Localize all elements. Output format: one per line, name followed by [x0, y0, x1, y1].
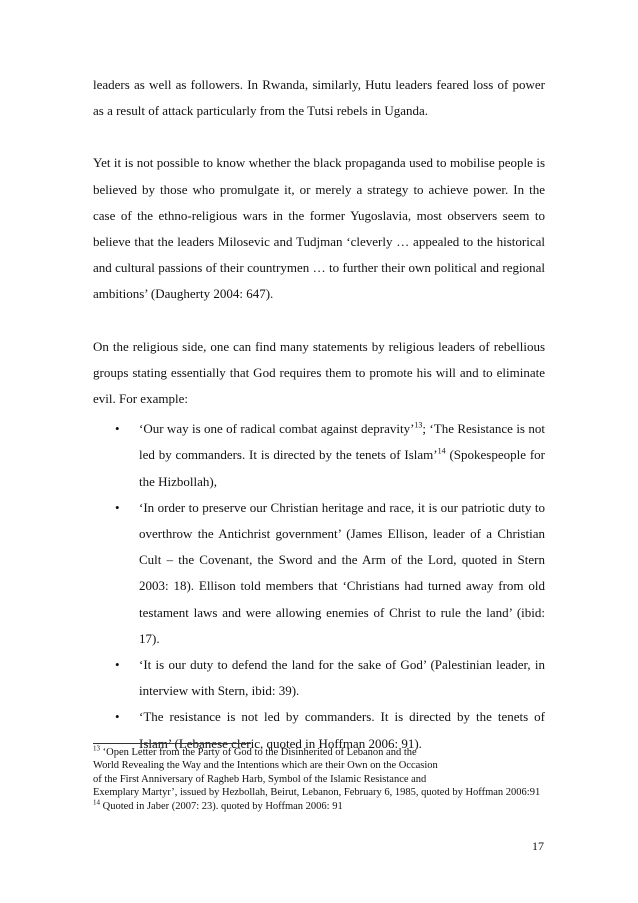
- body-text: [93, 72, 545, 757]
- list-item: [93, 416, 545, 495]
- paragraph-1: leaders as well as followers. In Rwanda, similarly, Hutu leaders feared loss of power as a result of attack particularly from the Tutsi rebels in Uganda.: [93, 77, 545, 119]
- footnote-13-line-3: of the First Anniversary of Ragheb Harb, Symbol of the Islamic Resistance and: [93, 773, 427, 785]
- quote-text: ‘In order to preserve our Christian heritage and race, it is our patriotic duty to overthrow the Antichrist government’ (James Ellison, leader of a Christian Cult – the Covenant, the Sword and the Arm of the Lord, quoted in Stern 2003: 18). Ellison told members that ‘Christians had turned away from old testament laws and were allowing enemies of Christ to rule the land’ (ibid: 17).: [139, 499, 545, 646]
- footnote-text: ‘Open Letter from the Party of God to the Disinherited of Lebanon and the: [100, 747, 417, 758]
- quote-text: ‘Our way is one of radical combat against depravity’: [139, 421, 415, 437]
- bullet-icon: •: [115, 657, 120, 673]
- paragraph-3: On the religious side, one can find many statements by religious leaders of rebellious groups stating essentially that God requires them to promote his will and to eliminate evil. For example:: [93, 338, 545, 407]
- list-item: [93, 652, 545, 704]
- footnote-13-line-4: Exemplary Martyr’, issued by Hezbollah, Beirut, Lebanon, February 6, 1985, quoted by Hoffman 2006:91: [93, 787, 541, 799]
- footnote-ref-14[interactable]: 14: [437, 447, 446, 457]
- footnote-ref-13[interactable]: 13: [414, 420, 423, 430]
- paragraph-2: Yet it is not possible to know whether the black propaganda used to mobilise people is believed by those who promulgate it, or merely a strategy to achieve power. In the case of the ethno-religious wars in the former Yugoslavia, most observers seem to believe that the leaders Milosevic and Tudjman ‘cleverly … appealed to the historical and cultural passions of their countrymen … to further their own political and regional ambitions’ (Daugherty 2004: 647).: [93, 155, 545, 302]
- page-number: 17: [532, 839, 544, 853]
- footnote-13: [93, 746, 545, 759]
- quote-text: ‘The resistance is not led by commanders. It is directed by the tenets of Islam’ (Lebanese cleric, quoted in Hoffman 2006: 91).: [139, 709, 545, 751]
- quote-text: ‘It is our duty to defend the land for the sake of God’ (Palestinian leader, in interview with Stern, ibid: 39).: [139, 657, 545, 699]
- quote-text: ; ‘The Resistance is not led by commanders. It is directed by the tenets of Islam’: [139, 421, 545, 463]
- quote-list: [93, 416, 545, 757]
- footnotes: [93, 746, 545, 813]
- bullet-icon: •: [115, 421, 120, 437]
- footnote-divider: [93, 743, 251, 744]
- footnote-number: 13: [93, 744, 100, 753]
- footnote-text: Quoted in Jaber (2007: 23). quoted by Hoffman 2006: 91: [100, 800, 343, 812]
- bullet-icon: •: [115, 499, 120, 515]
- footnote-number: 14: [93, 798, 100, 807]
- list-item: [93, 495, 545, 652]
- footnote-13-line-2: World Revealing the Way and the Intentions which are their Own on the Occasion: [93, 760, 438, 772]
- quote-attribution: (Spokespeople for the Hizbollah),: [139, 447, 545, 489]
- footnote-14: [93, 800, 545, 813]
- bullet-icon: •: [115, 709, 120, 725]
